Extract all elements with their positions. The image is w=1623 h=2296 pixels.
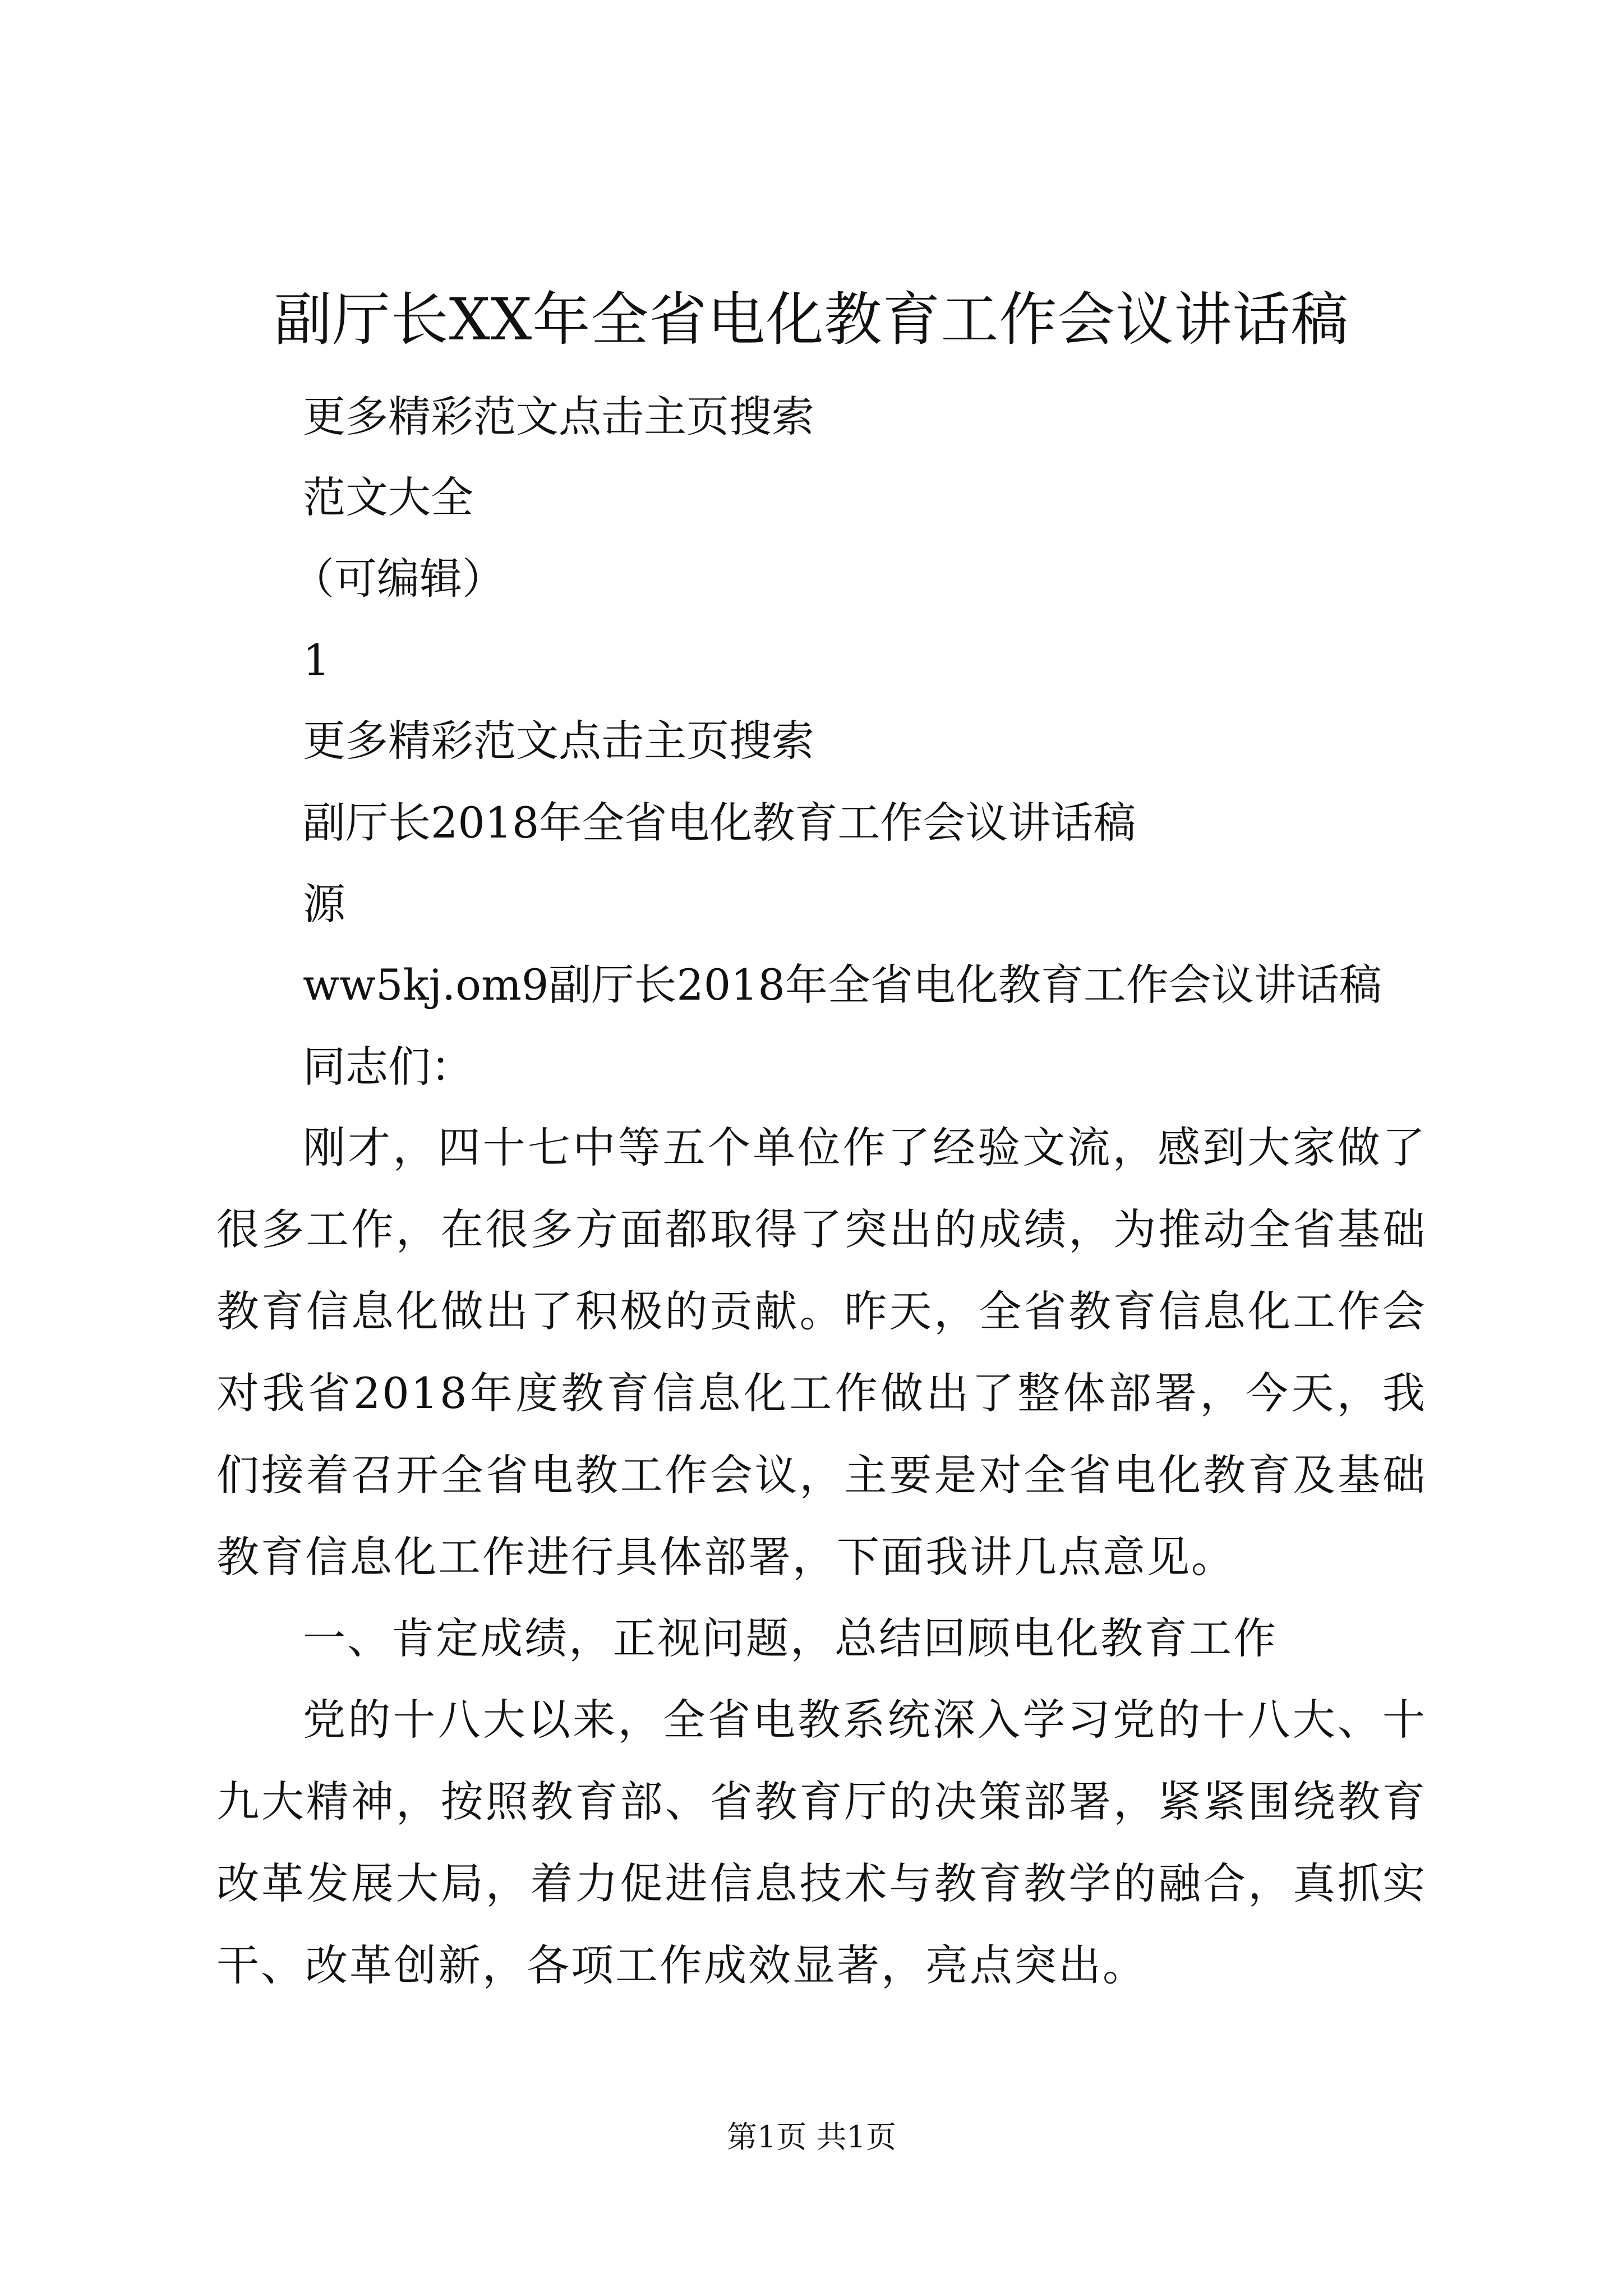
document-title: 副厅长XX年全省电化教育工作会议讲话稿 — [274, 286, 1349, 353]
page-footer: 第1页 共1页 — [727, 2119, 896, 2155]
source-label: 源 — [303, 879, 345, 929]
number-line: 1 — [303, 635, 330, 685]
body-paragraph: 刚才，四十七中等五个单位作了经验文流，感到大家做了很多工作，在很多方面都取得了突出的成绩，为推动全省基础教育信息化做出了积极的贡献。昨天，全省教育信息化工作会对我省2018年度教育信息化工作做出了整体部署，今天，我们接着召开全省电教工作会议，主要是对全省电化教育及基础教育信息化工作进行具体部署，下面我讲几点意见。 — [216, 1122, 1427, 1582]
promo-line: 更多精彩范文点击主页搜索 — [303, 716, 814, 766]
editable-note: （可编辑） — [292, 554, 505, 604]
section-heading: 一、肯定成绩，正视问题，总结回顾电化教育工作 — [303, 1613, 1278, 1663]
salutation: 同志们： — [303, 1042, 473, 1092]
collection-line: 范文大全 — [303, 472, 473, 522]
body-paragraph: 党的十八大以来，全省电教系统深入学习党的十八大、十九大精神，按照教育部、省教育厅的决策部署，紧紧围绕教育改革发展大局，着力促进信息技术与教育教学的融合，真抓实干、改革创新，各项工作成效显著，亮点突出。 — [216, 1695, 1427, 1990]
source-line: ww5kj.om9副厅长2018年全省电化教育工作会议讲话稿 — [303, 960, 1382, 1010]
promo-line: 更多精彩范文点击主页搜索 — [303, 392, 814, 441]
subtitle-line: 副厅长2018年全省电化教育工作会议讲话稿 — [303, 798, 1136, 848]
